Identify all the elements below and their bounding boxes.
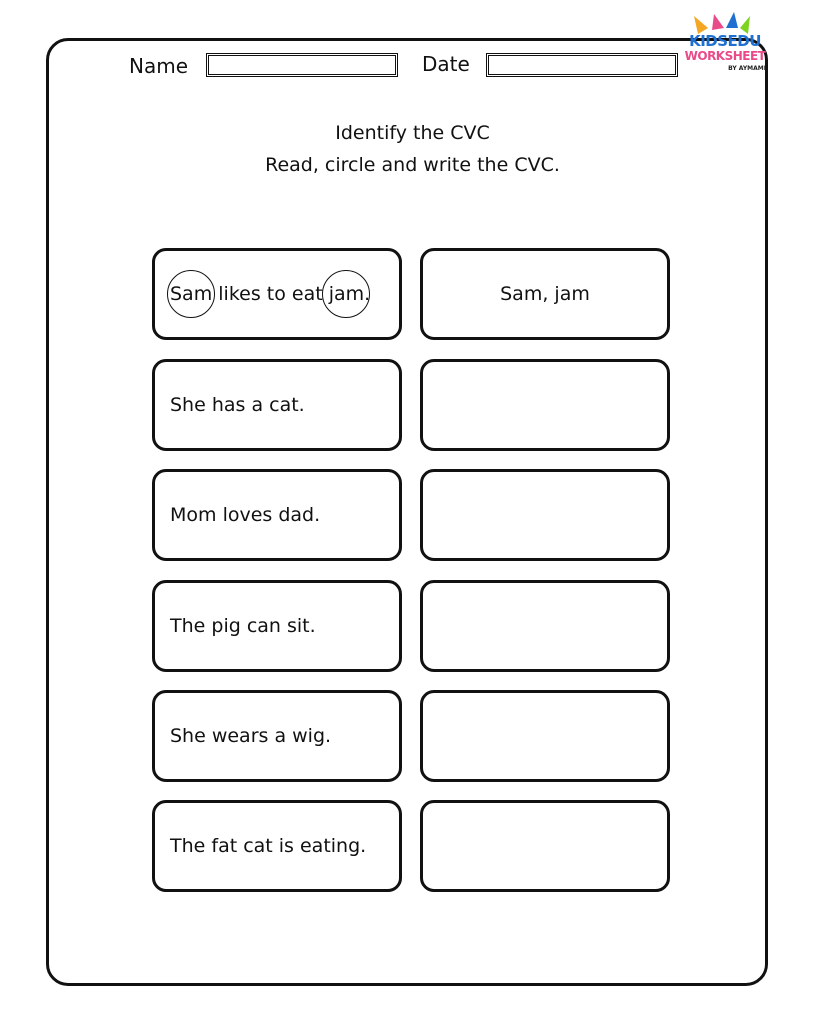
answer-box[interactable] [420,690,670,782]
name-label: Name [129,54,189,78]
sentence-box [152,469,402,561]
sentence-text: She has a cat. [170,394,305,416]
answer-box[interactable] [420,359,670,451]
date-label: Date [422,52,470,76]
sentence-box-example [152,248,402,340]
sentence-text: Mom loves dad. [170,504,321,526]
sentence-text: She wears a wig. [170,725,332,747]
worksheet-title: Identify the CVC [335,122,490,144]
name-field[interactable] [206,53,398,77]
answer-box-example [420,248,670,340]
example-middle-text: likes to eat [218,283,323,305]
example-period: . [364,283,371,305]
sentence-box [152,580,402,672]
circled-word-sam: Sam [170,251,212,337]
sentence-box [152,359,402,451]
answer-box[interactable] [420,469,670,561]
logo-line1: KIDSEDU [689,32,761,50]
answer-box[interactable] [420,800,670,892]
worksheet-subtitle: Read, circle and write the CVC. [265,154,560,176]
sentence-box [152,690,402,782]
logo-line2: WORKSHEET [684,49,766,63]
sentence-text: The fat cat is eating. [170,835,367,857]
example-sentence [170,251,370,337]
sentence-text: The pig can sit. [170,615,316,637]
answer-box[interactable] [420,580,670,672]
kidsedu-logo [684,12,766,78]
sentence-box [152,800,402,892]
logo-line3: BY AYMAMI [728,65,766,72]
example-answer: Sam, jam [500,283,590,305]
circled-word-jam: jam [329,251,364,337]
date-field[interactable] [486,53,678,77]
